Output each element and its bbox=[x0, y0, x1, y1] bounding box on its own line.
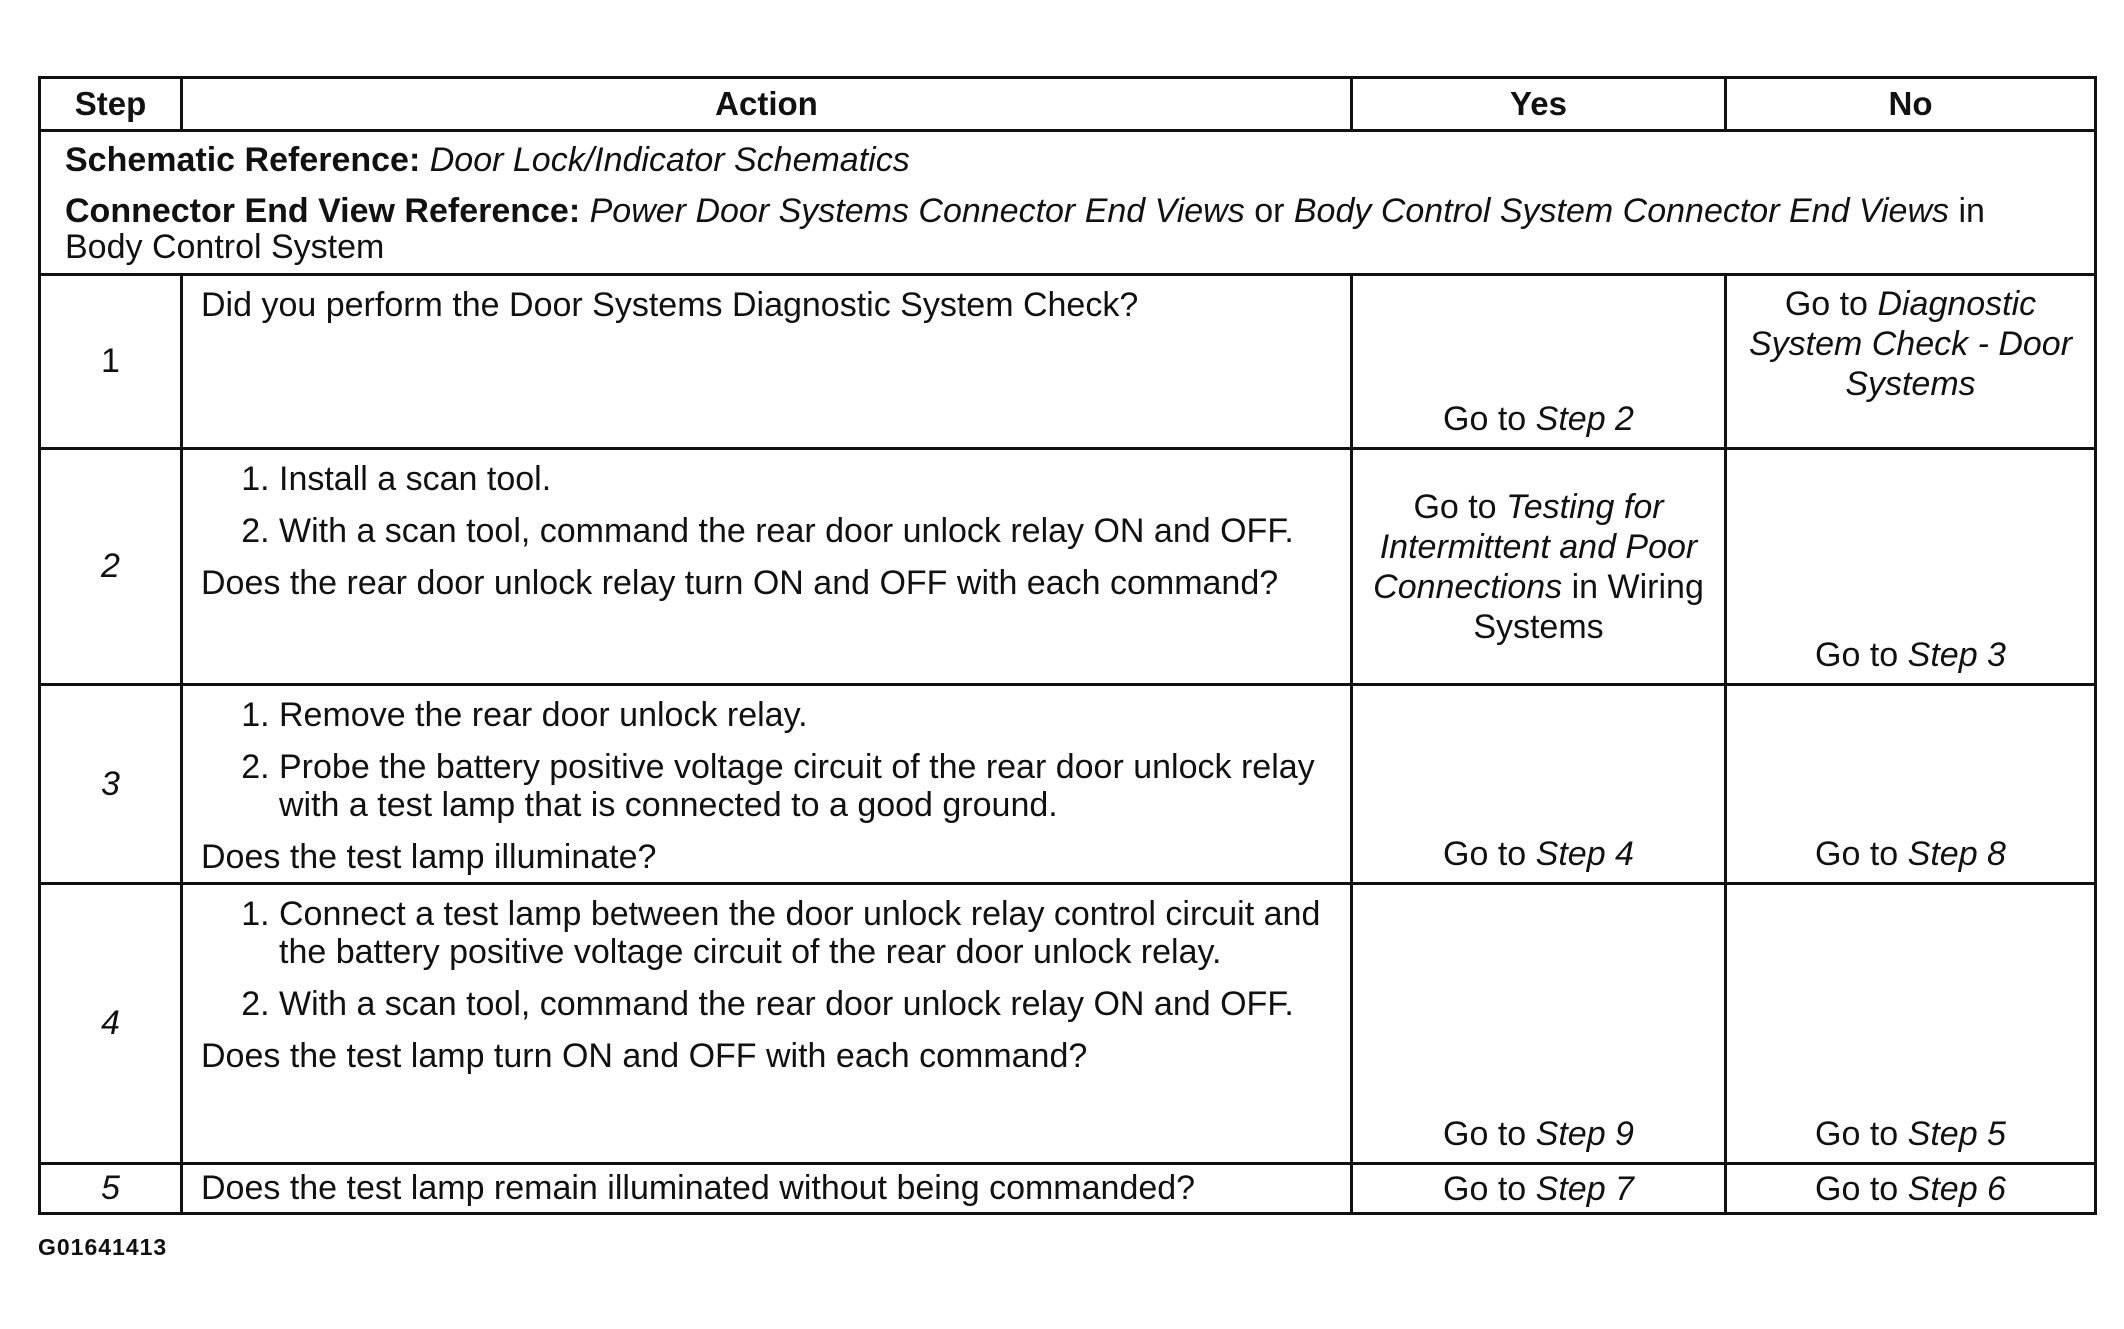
action-cell bbox=[182, 884, 1352, 1164]
yes-link[interactable]: Step 4 bbox=[1535, 835, 1634, 873]
no-prefix: Go to bbox=[1815, 636, 1899, 674]
step-number: 3 bbox=[40, 685, 182, 884]
schematic-reference-value: Door Lock/Indicator Schematics bbox=[429, 141, 910, 179]
header-row bbox=[40, 78, 2096, 131]
header-yes: Yes bbox=[1352, 78, 1726, 131]
step-number: 2 bbox=[40, 449, 182, 685]
yes-link[interactable]: Step 2 bbox=[1535, 400, 1634, 438]
action-step-item: 1. Remove the rear door unlock relay. bbox=[279, 696, 1332, 734]
reference-cell bbox=[40, 131, 2096, 275]
yes-prefix: Go to bbox=[1413, 487, 1497, 526]
no-cell bbox=[1726, 1164, 2096, 1214]
connector-reference-value-1: Power Door Systems Connector End Views bbox=[589, 192, 1245, 230]
table-row bbox=[40, 449, 2096, 685]
step-number: 1 bbox=[40, 275, 182, 449]
no-link[interactable]: Step 8 bbox=[1907, 835, 2006, 873]
yes-prefix: Go to bbox=[1443, 835, 1527, 873]
action-question: Did you perform the Door Systems Diagnostic System Check? bbox=[201, 286, 1139, 324]
no-link[interactable]: Step 6 bbox=[1907, 1169, 2006, 1208]
action-question: Does the test lamp illuminate? bbox=[201, 838, 657, 876]
action-cell bbox=[182, 685, 1352, 884]
header-step: Step bbox=[40, 78, 182, 131]
no-prefix: Go to bbox=[1815, 1115, 1899, 1153]
yes-prefix: Go to bbox=[1443, 400, 1527, 438]
yes-link[interactable]: Step 7 bbox=[1535, 1169, 1634, 1208]
yes-link[interactable]: Testing for Intermittent and Poor Connections bbox=[1373, 487, 1698, 606]
action-step-item: 1. Install a scan tool. bbox=[279, 460, 1332, 498]
action-step-item: 2. With a scan tool, command the rear door unlock relay ON and OFF. bbox=[279, 512, 1332, 550]
yes-cell bbox=[1352, 1164, 1726, 1214]
action-question: Does the rear door unlock relay turn ON and OFF with each command? bbox=[201, 564, 1279, 602]
table-row bbox=[40, 685, 2096, 884]
diagnostic-table bbox=[38, 76, 2097, 1215]
connector-reference bbox=[65, 193, 2070, 265]
action-steps-list bbox=[201, 460, 1332, 550]
diagnostic-table-container bbox=[38, 76, 2094, 1215]
yes-suffix: in Wiring Systems bbox=[1473, 567, 1704, 646]
header-action: Action bbox=[182, 78, 1352, 131]
action-cell bbox=[182, 275, 1352, 449]
table-row bbox=[40, 275, 2096, 449]
figure-code: G01641413 bbox=[38, 1234, 168, 1260]
schematic-reference bbox=[65, 142, 2070, 178]
action-step-item: 1. Connect a test lamp between the door unlock relay control circuit and the battery positive voltage circuit of the rear door unlock relay. bbox=[279, 895, 1332, 971]
action-question: Does the test lamp turn ON and OFF with each command? bbox=[201, 1037, 1088, 1075]
connector-reference-label: Connector End View Reference: bbox=[65, 192, 581, 230]
no-prefix: Go to bbox=[1815, 1169, 1899, 1208]
no-link[interactable]: Diagnostic System Check - Door Systems bbox=[1748, 285, 2073, 403]
action-step-item: 2. Probe the battery positive voltage circuit of the rear door unlock relay with a test lamp that is connected to a good ground. bbox=[279, 748, 1332, 824]
table-row bbox=[40, 1164, 2096, 1214]
yes-prefix: Go to bbox=[1443, 1169, 1527, 1208]
no-cell bbox=[1726, 685, 2096, 884]
schematic-reference-label: Schematic Reference: bbox=[65, 141, 421, 179]
action-step-item: 2. With a scan tool, command the rear door unlock relay ON and OFF. bbox=[279, 985, 1332, 1023]
no-cell bbox=[1726, 449, 2096, 685]
table-row bbox=[40, 884, 2096, 1164]
yes-cell bbox=[1352, 685, 1726, 884]
yes-cell bbox=[1352, 275, 1726, 449]
connector-reference-value-2: Body Control System Connector End Views bbox=[1293, 192, 1950, 230]
no-prefix: Go to bbox=[1784, 285, 1868, 323]
action-steps-list bbox=[201, 696, 1332, 824]
header-no: No bbox=[1726, 78, 2096, 131]
step-number: 4 bbox=[40, 884, 182, 1164]
yes-cell bbox=[1352, 449, 1726, 685]
yes-prefix: Go to bbox=[1443, 1115, 1527, 1153]
action-cell bbox=[182, 1164, 1352, 1214]
action-steps-list bbox=[201, 895, 1332, 1023]
yes-cell bbox=[1352, 884, 1726, 1164]
no-link[interactable]: Step 5 bbox=[1907, 1115, 2006, 1153]
step-number: 5 bbox=[40, 1164, 182, 1214]
no-prefix: Go to bbox=[1815, 835, 1899, 873]
action-question: Does the test lamp remain illuminated without being commanded? bbox=[201, 1169, 1196, 1207]
no-cell bbox=[1726, 884, 2096, 1164]
no-link[interactable]: Step 3 bbox=[1907, 636, 2006, 674]
connector-reference-or: or bbox=[1254, 192, 1285, 230]
yes-link[interactable]: Step 9 bbox=[1535, 1115, 1634, 1153]
action-cell bbox=[182, 449, 1352, 685]
connector-reference-suffix: in Body Control System bbox=[65, 192, 1985, 266]
no-cell bbox=[1726, 275, 2096, 449]
reference-row bbox=[40, 131, 2096, 275]
